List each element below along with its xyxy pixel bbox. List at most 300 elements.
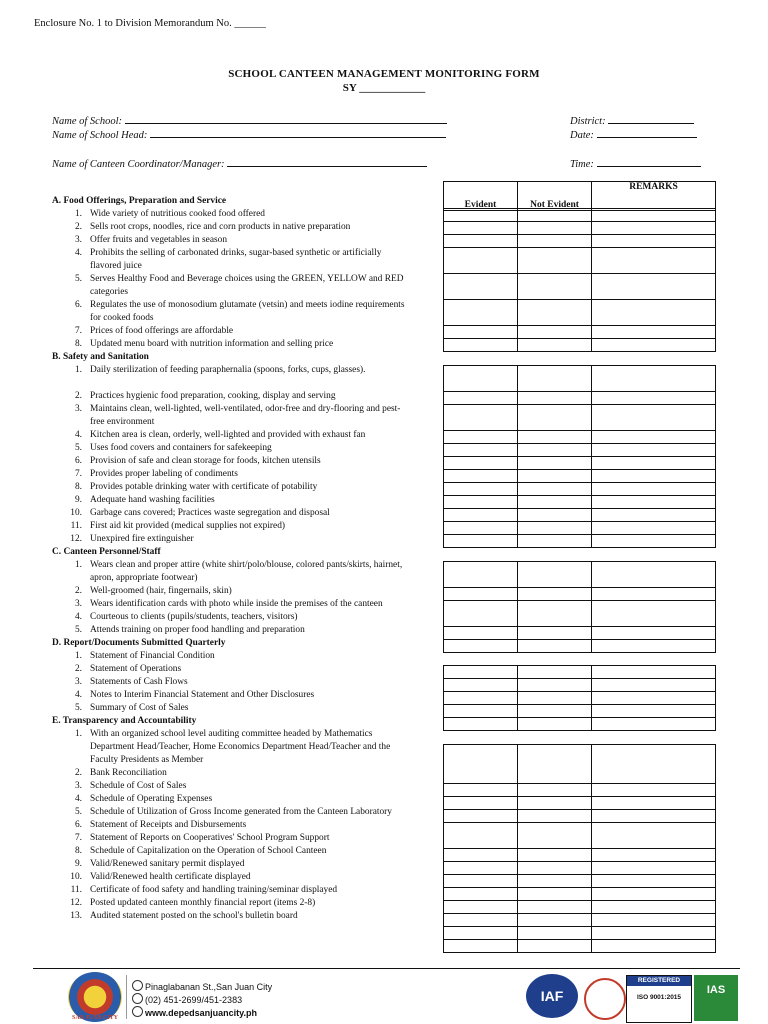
remarks-cell[interactable] bbox=[592, 496, 716, 509]
item-text: Adequate hand washing facilities bbox=[90, 495, 215, 505]
remarks-cell[interactable] bbox=[592, 718, 716, 731]
evident-cell[interactable] bbox=[444, 339, 518, 352]
grid-section-b bbox=[443, 365, 716, 548]
remarks-cell[interactable] bbox=[592, 849, 716, 862]
item-number: 8. bbox=[74, 482, 82, 492]
grid-row bbox=[444, 666, 716, 679]
evident-cell[interactable] bbox=[444, 483, 518, 496]
item-number: 3. bbox=[74, 677, 82, 687]
remarks-cell[interactable] bbox=[592, 444, 716, 457]
school-line[interactable] bbox=[125, 113, 447, 124]
grid-row bbox=[444, 588, 716, 601]
coordinator-line[interactable] bbox=[227, 156, 427, 167]
grid-section-c bbox=[443, 561, 716, 653]
evident-cell[interactable] bbox=[444, 901, 518, 914]
not-evident-cell[interactable] bbox=[518, 940, 592, 953]
list-item bbox=[52, 702, 412, 715]
not-evident-cell[interactable] bbox=[518, 300, 592, 326]
iso-label: ISO 9001:2015 bbox=[636, 994, 682, 1001]
not-evident-cell[interactable] bbox=[518, 522, 592, 535]
not-evident-cell[interactable] bbox=[518, 797, 592, 810]
not-evident-cell[interactable] bbox=[518, 405, 592, 431]
evident-cell[interactable] bbox=[444, 784, 518, 797]
item-text: Sells root crops, noodles, rice and corn products in native preparation bbox=[90, 222, 351, 232]
iaf-logo bbox=[526, 974, 578, 1018]
not-evident-cell[interactable] bbox=[518, 745, 592, 784]
section-title: C. Canteen Personnel/Staff bbox=[52, 547, 161, 557]
not-evident-cell[interactable] bbox=[518, 431, 592, 444]
not-evident-cell[interactable] bbox=[518, 470, 592, 483]
not-evident-cell[interactable] bbox=[518, 810, 592, 823]
time-line[interactable] bbox=[597, 156, 701, 167]
item-text: Statement of Operations bbox=[90, 664, 182, 674]
item-text: Wide variety of nutritious cooked food offered bbox=[90, 209, 265, 219]
evident-cell[interactable] bbox=[444, 888, 518, 901]
remarks-header: REMARKS bbox=[592, 182, 716, 211]
item-number: 3. bbox=[74, 404, 82, 414]
item-number: 1. bbox=[74, 560, 82, 570]
item-text: Valid/Renewed sanitary permit displayed bbox=[90, 859, 245, 869]
evident-cell[interactable] bbox=[444, 248, 518, 274]
list-item bbox=[52, 858, 412, 871]
grid-row bbox=[444, 392, 716, 405]
not-evident-cell[interactable] bbox=[518, 535, 592, 548]
not-evident-cell[interactable] bbox=[518, 366, 592, 392]
evident-cell[interactable] bbox=[444, 718, 518, 731]
grid-row bbox=[444, 339, 716, 352]
not-evident-cell[interactable] bbox=[518, 562, 592, 588]
item-text: First aid kit provided (medical supplies not expired) bbox=[90, 521, 286, 531]
evident-cell[interactable] bbox=[444, 470, 518, 483]
grid-row bbox=[444, 326, 716, 339]
list-item bbox=[52, 520, 412, 533]
remarks-cell[interactable] bbox=[592, 940, 716, 953]
evident-cell[interactable] bbox=[444, 849, 518, 862]
list-item bbox=[52, 728, 412, 767]
remarks-cell[interactable] bbox=[592, 875, 716, 888]
evident-cell[interactable] bbox=[444, 862, 518, 875]
item-text: Offer fruits and vegetables in season bbox=[90, 235, 228, 245]
list-item bbox=[52, 780, 412, 793]
evident-cell[interactable] bbox=[444, 823, 518, 849]
evident-cell[interactable] bbox=[444, 679, 518, 692]
remarks-cell[interactable] bbox=[592, 823, 716, 849]
remarks-cell[interactable] bbox=[592, 588, 716, 601]
list-item bbox=[52, 221, 412, 234]
remarks-cell[interactable] bbox=[592, 300, 716, 326]
evident-cell[interactable] bbox=[444, 745, 518, 784]
item-number: 3. bbox=[74, 599, 82, 609]
evident-cell[interactable] bbox=[444, 927, 518, 940]
evident-cell[interactable] bbox=[444, 444, 518, 457]
list-item bbox=[52, 455, 412, 468]
grid-row bbox=[444, 601, 716, 627]
item-text: Unexpired fire extinguisher bbox=[90, 534, 194, 544]
item-text: Statement of Financial Condition bbox=[90, 651, 215, 661]
item-number: 2. bbox=[74, 586, 82, 596]
certification-logo bbox=[584, 978, 626, 1020]
item-number: 5. bbox=[74, 443, 82, 453]
item-text: Summary of Cost of Sales bbox=[90, 703, 189, 713]
remarks-cell[interactable] bbox=[592, 914, 716, 927]
remarks-cell[interactable] bbox=[592, 509, 716, 522]
not-evident-cell[interactable] bbox=[518, 444, 592, 457]
list-item bbox=[52, 611, 412, 624]
not-evident-cell[interactable] bbox=[518, 718, 592, 731]
list-item bbox=[52, 624, 412, 637]
evident-cell[interactable] bbox=[444, 640, 518, 653]
item-number: 4. bbox=[74, 690, 82, 700]
district-line[interactable] bbox=[608, 113, 694, 124]
head-label: Name of School Head: bbox=[52, 130, 148, 141]
list-item bbox=[52, 390, 412, 403]
evident-cell[interactable] bbox=[444, 875, 518, 888]
item-text: Provision of safe and clean storage for foods, kitchen utensils bbox=[90, 456, 321, 466]
address-text: Pinaglabanan St.,San Juan City bbox=[145, 982, 273, 992]
evident-cell[interactable] bbox=[444, 431, 518, 444]
grid-row bbox=[444, 562, 716, 588]
grid-row bbox=[444, 483, 716, 496]
evident-cell[interactable] bbox=[444, 588, 518, 601]
grid-row bbox=[444, 366, 716, 392]
remarks-cell[interactable] bbox=[592, 627, 716, 640]
evident-cell[interactable] bbox=[444, 496, 518, 509]
seal-label: SAN JUAN CITY bbox=[72, 1015, 119, 1021]
list-item bbox=[52, 338, 412, 351]
remarks-cell[interactable] bbox=[592, 692, 716, 705]
remarks-cell[interactable] bbox=[592, 640, 716, 653]
grid-section-d bbox=[443, 665, 716, 731]
enclosure-line: Enclosure No. 1 to Division Memorandum No. ______ bbox=[34, 18, 266, 29]
item-text: Uses food covers and containers for safekeeping bbox=[90, 443, 272, 453]
evident-cell[interactable] bbox=[444, 457, 518, 470]
grid-row bbox=[444, 784, 716, 797]
school-field bbox=[52, 113, 447, 127]
grid-row bbox=[444, 274, 716, 300]
not-evident-cell[interactable] bbox=[518, 849, 592, 862]
remarks-cell[interactable] bbox=[592, 326, 716, 339]
evident-cell[interactable] bbox=[444, 326, 518, 339]
remarks-cell[interactable] bbox=[592, 666, 716, 679]
not-evident-cell[interactable] bbox=[518, 457, 592, 470]
remarks-cell[interactable] bbox=[592, 457, 716, 470]
evident-cell[interactable] bbox=[444, 405, 518, 431]
date-field bbox=[570, 127, 697, 141]
evident-cell[interactable] bbox=[444, 797, 518, 810]
item-text: Garbage cans covered; Practices waste segregation and disposal bbox=[90, 508, 330, 518]
remarks-cell[interactable] bbox=[592, 483, 716, 496]
item-number: 2. bbox=[74, 222, 82, 232]
evident-cell[interactable] bbox=[444, 914, 518, 927]
grid-row bbox=[444, 692, 716, 705]
remarks-cell[interactable] bbox=[592, 392, 716, 405]
item-number: 11. bbox=[70, 521, 82, 531]
item-text: Provides potable drinking water with certificate of potability bbox=[90, 482, 318, 492]
item-text: Wears identification cards with photo while inside the premises of the canteen bbox=[90, 599, 383, 609]
grid-row bbox=[444, 444, 716, 457]
remarks-cell[interactable] bbox=[592, 366, 716, 392]
not-evident-cell[interactable] bbox=[518, 496, 592, 509]
not-evident-cell[interactable] bbox=[518, 679, 592, 692]
remarks-cell[interactable] bbox=[592, 235, 716, 248]
list-item bbox=[52, 234, 412, 247]
remarks-cell[interactable] bbox=[592, 209, 716, 222]
list-item bbox=[52, 533, 412, 546]
item-number: 5. bbox=[74, 625, 82, 635]
item-text: Kitchen area is clean, orderly, well-lighted and provided with exhaust fan bbox=[90, 430, 366, 440]
not-evident-cell[interactable] bbox=[518, 888, 592, 901]
grid-row bbox=[444, 496, 716, 509]
item-number: 13. bbox=[70, 911, 82, 921]
grid-row bbox=[444, 470, 716, 483]
grid-row bbox=[444, 940, 716, 953]
coordinator-field bbox=[52, 156, 427, 170]
list-item bbox=[52, 689, 412, 702]
evident-cell[interactable] bbox=[444, 627, 518, 640]
not-evident-header: Not Evident bbox=[518, 182, 592, 211]
section-d bbox=[52, 637, 412, 715]
item-text: Schedule of Utilization of Gross Income generated from the Canteen Laboratory bbox=[90, 807, 392, 817]
remarks-cell[interactable] bbox=[592, 745, 716, 784]
evident-cell[interactable] bbox=[444, 940, 518, 953]
not-evident-cell[interactable] bbox=[518, 601, 592, 627]
evident-cell[interactable] bbox=[444, 274, 518, 300]
footer-divider bbox=[33, 968, 740, 969]
item-number: 4. bbox=[74, 794, 82, 804]
item-number: 7. bbox=[74, 833, 82, 843]
item-text: Attends training on proper food handling and preparation bbox=[90, 625, 305, 635]
location-icon bbox=[132, 980, 143, 991]
not-evident-cell[interactable] bbox=[518, 692, 592, 705]
remarks-cell[interactable] bbox=[592, 339, 716, 352]
item-number: 6. bbox=[74, 300, 82, 310]
not-evident-cell[interactable] bbox=[518, 927, 592, 940]
item-text: Bank Reconciliation bbox=[90, 768, 167, 778]
ias-logo bbox=[694, 975, 738, 1021]
remarks-cell[interactable] bbox=[592, 274, 716, 300]
remarks-cell[interactable] bbox=[592, 562, 716, 588]
grid-row bbox=[444, 222, 716, 235]
phone-line bbox=[132, 993, 242, 1005]
list-item bbox=[52, 507, 412, 520]
list-item bbox=[52, 598, 412, 611]
not-evident-cell[interactable] bbox=[518, 784, 592, 797]
item-number: 3. bbox=[74, 781, 82, 791]
item-text: Schedule of Operating Expenses bbox=[90, 794, 213, 804]
grid-row bbox=[444, 718, 716, 731]
item-number: 6. bbox=[74, 456, 82, 466]
list-item bbox=[52, 208, 412, 221]
evident-cell[interactable] bbox=[444, 209, 518, 222]
item-text: Schedule of Cost of Sales bbox=[90, 781, 187, 791]
grid-row bbox=[444, 457, 716, 470]
iso-badge bbox=[626, 975, 692, 1023]
not-evident-cell[interactable] bbox=[518, 914, 592, 927]
not-evident-cell[interactable] bbox=[518, 627, 592, 640]
remarks-cell[interactable] bbox=[592, 810, 716, 823]
grid-row bbox=[444, 875, 716, 888]
item-number: 6. bbox=[74, 820, 82, 830]
not-evident-cell[interactable] bbox=[518, 823, 592, 849]
section-title: A. Food Offerings, Preparation and Service bbox=[52, 196, 227, 206]
item-number: 7. bbox=[74, 469, 82, 479]
item-text: Well-groomed (hair, fingernails, skin) bbox=[90, 586, 232, 596]
grid-section-a bbox=[443, 208, 716, 352]
not-evident-cell[interactable] bbox=[518, 209, 592, 222]
remarks-cell[interactable] bbox=[592, 405, 716, 431]
item-text: With an organized school level auditing committee headed by Mathematics Department Head/Teacher, Home Economics Department Head/Teacher and the Faculty Presidents as Member bbox=[90, 729, 391, 765]
not-evident-cell[interactable] bbox=[518, 235, 592, 248]
evident-cell[interactable] bbox=[444, 300, 518, 326]
item-text: Practices hygienic food preparation, cooking, display and serving bbox=[90, 391, 336, 401]
evident-cell[interactable] bbox=[444, 562, 518, 588]
remarks-cell[interactable] bbox=[592, 601, 716, 627]
item-number: 10. bbox=[70, 508, 82, 518]
grid-row bbox=[444, 797, 716, 810]
list-item bbox=[52, 481, 412, 494]
evident-cell[interactable] bbox=[444, 666, 518, 679]
not-evident-cell[interactable] bbox=[518, 875, 592, 888]
remarks-cell[interactable] bbox=[592, 927, 716, 940]
not-evident-cell[interactable] bbox=[518, 640, 592, 653]
list-item bbox=[52, 910, 412, 923]
remarks-cell[interactable] bbox=[592, 535, 716, 548]
date-line[interactable] bbox=[597, 127, 697, 138]
website-link[interactable]: www.depedsanjuancity.ph bbox=[145, 1008, 258, 1018]
grid-row bbox=[444, 810, 716, 823]
item-number: 2. bbox=[74, 391, 82, 401]
evident-cell[interactable] bbox=[444, 705, 518, 718]
not-evident-cell[interactable] bbox=[518, 392, 592, 405]
grid-row bbox=[444, 745, 716, 784]
section-title: D. Report/Documents Submitted Quarterly bbox=[52, 638, 226, 648]
footer-separator bbox=[126, 975, 127, 1019]
remarks-cell[interactable] bbox=[592, 784, 716, 797]
remarks-cell[interactable] bbox=[592, 888, 716, 901]
list-item bbox=[52, 494, 412, 507]
item-number: 9. bbox=[74, 495, 82, 505]
not-evident-cell[interactable] bbox=[518, 339, 592, 352]
evident-cell[interactable] bbox=[444, 522, 518, 535]
item-number: 5. bbox=[74, 703, 82, 713]
remarks-cell[interactable] bbox=[592, 248, 716, 274]
item-number: 1. bbox=[74, 365, 82, 375]
not-evident-cell[interactable] bbox=[518, 248, 592, 274]
grid-row bbox=[444, 535, 716, 548]
remarks-cell[interactable] bbox=[592, 470, 716, 483]
not-evident-cell[interactable] bbox=[518, 483, 592, 496]
item-number: 7. bbox=[74, 326, 82, 336]
grid-row bbox=[444, 888, 716, 901]
item-text: Daily sterilization of feeding paraphernalia (spoons, forks, cups, glasses). bbox=[90, 365, 366, 375]
item-number: 1. bbox=[74, 651, 82, 661]
section-title: B. Safety and Sanitation bbox=[52, 352, 149, 362]
evident-cell[interactable] bbox=[444, 222, 518, 235]
item-text: Notes to Interim Financial Statement and Other Disclosures bbox=[90, 690, 315, 700]
remarks-cell[interactable] bbox=[592, 522, 716, 535]
item-text: Wears clean and proper attire (white shirt/polo/blouse, colored pants/skirts, hairnet, apron, appropriate footwear) bbox=[90, 560, 403, 583]
grid-row bbox=[444, 248, 716, 274]
not-evident-cell[interactable] bbox=[518, 705, 592, 718]
item-number: 4. bbox=[74, 430, 82, 440]
grid-row bbox=[444, 901, 716, 914]
list-item bbox=[52, 832, 412, 845]
not-evident-cell[interactable] bbox=[518, 666, 592, 679]
grid-row bbox=[444, 235, 716, 248]
list-item bbox=[52, 585, 412, 598]
list-item bbox=[52, 793, 412, 806]
address-line bbox=[132, 980, 272, 992]
evident-cell[interactable] bbox=[444, 535, 518, 548]
list-item bbox=[52, 273, 412, 299]
remarks-cell[interactable] bbox=[592, 431, 716, 444]
grid-row bbox=[444, 640, 716, 653]
item-number: 10. bbox=[70, 872, 82, 882]
remarks-cell[interactable] bbox=[592, 679, 716, 692]
item-text: Statements of Cash Flows bbox=[90, 677, 188, 687]
evident-cell[interactable] bbox=[444, 601, 518, 627]
remarks-cell[interactable] bbox=[592, 862, 716, 875]
grid-row bbox=[444, 927, 716, 940]
remarks-cell[interactable] bbox=[592, 797, 716, 810]
item-number: 8. bbox=[74, 846, 82, 856]
evident-cell[interactable] bbox=[444, 509, 518, 522]
item-number: 1. bbox=[74, 209, 82, 219]
not-evident-cell[interactable] bbox=[518, 222, 592, 235]
grid-row bbox=[444, 862, 716, 875]
item-text: Courteous to clients (pupils/students, teachers, visitors) bbox=[90, 612, 298, 622]
phone-text: (02) 451-2699/451-2383 bbox=[145, 995, 243, 1005]
list-item bbox=[52, 676, 412, 689]
remarks-cell[interactable] bbox=[592, 705, 716, 718]
item-text: Valid/Renewed health certificate displayed bbox=[90, 872, 251, 882]
item-text: Schedule of Capitalization on the Operation of School Canteen bbox=[90, 846, 327, 856]
not-evident-cell[interactable] bbox=[518, 862, 592, 875]
list-item bbox=[52, 403, 412, 429]
head-field bbox=[52, 127, 446, 141]
item-text: Audited statement posted on the school's bulletin board bbox=[90, 911, 298, 921]
grid-row bbox=[444, 914, 716, 927]
not-evident-cell[interactable] bbox=[518, 588, 592, 601]
item-number: 12. bbox=[70, 534, 82, 544]
remarks-cell[interactable] bbox=[592, 222, 716, 235]
time-field bbox=[570, 156, 701, 170]
evident-cell[interactable] bbox=[444, 810, 518, 823]
item-number: 5. bbox=[74, 807, 82, 817]
not-evident-cell[interactable] bbox=[518, 326, 592, 339]
grid-row bbox=[444, 209, 716, 222]
evident-cell[interactable] bbox=[444, 235, 518, 248]
list-item bbox=[52, 364, 412, 390]
evident-cell[interactable] bbox=[444, 366, 518, 392]
evident-cell[interactable] bbox=[444, 692, 518, 705]
item-text: Regulates the use of monosodium glutamate (vetsin) and meets iodine requirements for cooked foods bbox=[90, 300, 405, 323]
item-text: Posted updated canteen monthly financial report (items 2-8) bbox=[90, 898, 316, 908]
head-line[interactable] bbox=[150, 127, 446, 138]
list-item bbox=[52, 767, 412, 780]
list-item bbox=[52, 247, 412, 273]
item-number: 5. bbox=[74, 274, 82, 284]
not-evident-cell[interactable] bbox=[518, 509, 592, 522]
evident-cell[interactable] bbox=[444, 392, 518, 405]
school-label: Name of School: bbox=[52, 116, 122, 127]
not-evident-cell[interactable] bbox=[518, 901, 592, 914]
list-item bbox=[52, 650, 412, 663]
not-evident-cell[interactable] bbox=[518, 274, 592, 300]
item-number: 4. bbox=[74, 248, 82, 258]
remarks-cell[interactable] bbox=[592, 901, 716, 914]
list-item bbox=[52, 325, 412, 338]
